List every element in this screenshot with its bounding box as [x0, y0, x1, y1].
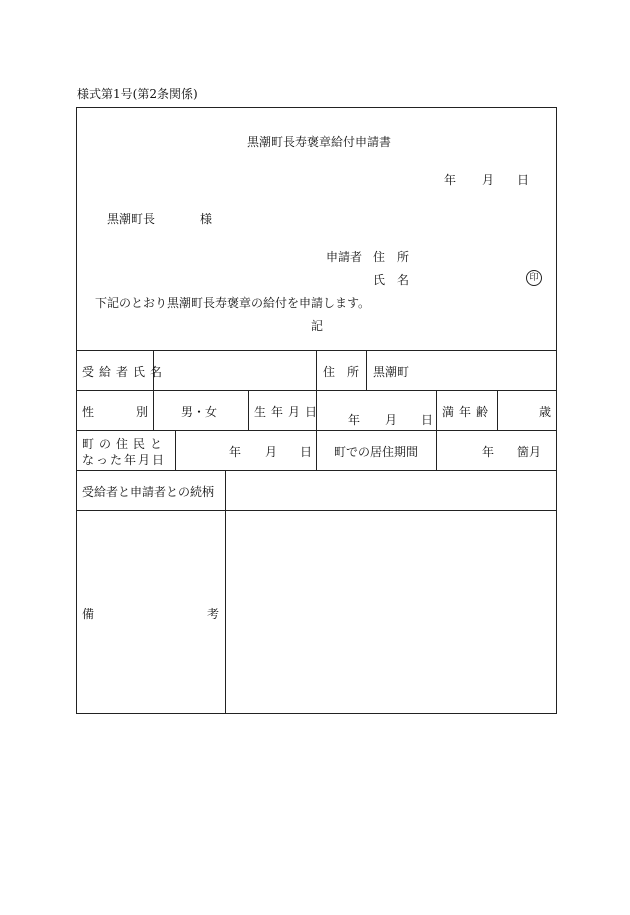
resident-day-label: 日	[300, 445, 313, 459]
body-text: 下記のとおり黒潮町長寿褒章の給付を申請します。	[95, 296, 371, 310]
form-title: 黒潮町長寿褒章給付申請書	[247, 135, 392, 149]
birth-month-label: 月	[385, 413, 398, 427]
birth-year-label: 年	[348, 413, 361, 427]
applicant-name-label: 氏 名	[373, 273, 410, 287]
sex-label-end: 別	[136, 405, 149, 419]
recipient-address-value: 黒潮町	[373, 365, 410, 379]
remarks-label-start: 備	[82, 607, 95, 621]
note-label: 記	[311, 319, 324, 333]
addressee-honorific: 様	[200, 212, 213, 226]
addressee-name: 黒潮町長	[107, 212, 156, 226]
date-day-label: 日	[517, 173, 530, 187]
period-month-label: 箇月	[517, 445, 542, 459]
date-month-label: 月	[482, 173, 495, 187]
form-number-label: 様式第1号(第2条関係)	[77, 87, 198, 101]
residence-period-label: 町での居住期間	[334, 445, 419, 459]
sex-label-start: 性	[82, 405, 95, 419]
age-label: 満年齢	[442, 405, 494, 419]
resident-date-label-line1: 町の住民と	[82, 437, 168, 451]
resident-year-label: 年	[229, 445, 242, 459]
seal-mark: 印	[526, 270, 542, 286]
birth-date-label: 生年月日	[254, 405, 323, 419]
relationship-label: 受給者と申請者との続柄	[82, 485, 215, 499]
period-year-label: 年	[482, 445, 495, 459]
resident-date-label-line2: なった年月日	[82, 453, 167, 467]
resident-month-label: 月	[265, 445, 278, 459]
applicant-address-label: 住 所	[373, 250, 410, 264]
birth-day-label: 日	[421, 413, 434, 427]
date-year-label: 年	[444, 173, 457, 187]
recipient-name-label: 受給者氏名	[82, 365, 168, 379]
sex-value: 男・女	[181, 405, 218, 419]
applicant-label: 申請者	[326, 250, 363, 264]
age-unit: 歳	[539, 405, 552, 419]
remarks-label-end: 考	[207, 607, 220, 621]
recipient-address-label: 住 所	[323, 365, 360, 379]
